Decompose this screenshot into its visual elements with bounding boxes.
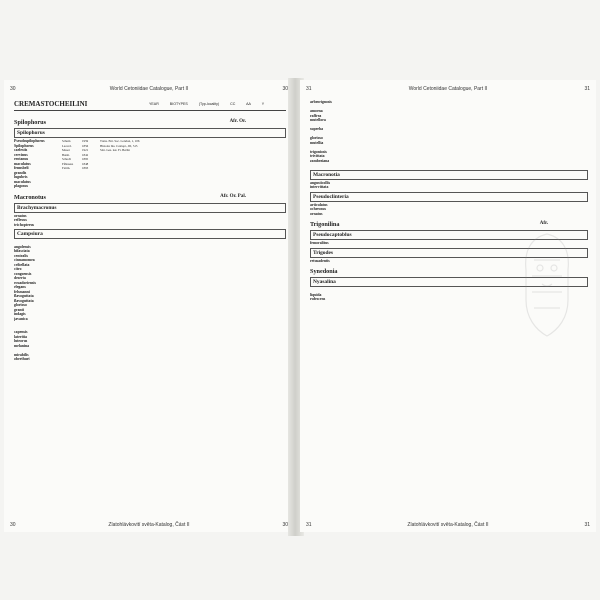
left-page: [4, 80, 294, 532]
row-cell-c6: [512, 212, 530, 217]
species-name: capensis: [14, 330, 28, 334]
row-cell-c3: [378, 297, 396, 302]
species-name: bifasciata: [14, 249, 30, 253]
row-cell-c5: [158, 223, 216, 228]
species-name: femoralitus: [310, 241, 329, 245]
row-cell-c3: [378, 259, 396, 264]
subgenus-box: [310, 192, 588, 202]
catalog-row: [310, 185, 588, 190]
subgenus-box: [310, 170, 588, 180]
left-page-number-top-right: 30: [282, 86, 288, 92]
row-cell-c4: [100, 223, 158, 228]
species-name: melanina: [14, 343, 29, 348]
left-running-header: [4, 86, 294, 92]
row-cell-c4: [396, 163, 454, 168]
row-cell-c2: [62, 223, 82, 228]
species-name: lugubris: [14, 175, 28, 179]
col-cc: CC: [230, 102, 236, 106]
right-footer-title: Zlatohlávkovití světa-Katalog, Část II: [407, 522, 489, 528]
genus-name: Synedonia: [310, 268, 338, 275]
row-cell-c5: [158, 357, 216, 362]
column-headers: [149, 102, 264, 106]
species-name: citro: [14, 267, 22, 271]
row-cell-c3: [378, 241, 396, 246]
row-cell-c5: [454, 163, 512, 168]
row-cell-c2: [358, 185, 378, 190]
subgenus-name: Macronotia: [313, 171, 340, 178]
species-name: granti: [14, 307, 24, 312]
species-name: lateritia: [14, 334, 27, 339]
species-name: Spilophorus: [14, 143, 34, 148]
species-name: centralis: [14, 253, 28, 258]
species-name: mirabilis: [14, 352, 29, 357]
species-name: trivittata: [310, 154, 325, 158]
row-cell-c3: [82, 184, 100, 189]
species-name: ecuadoriensis: [14, 280, 36, 285]
species-name: caelestis: [14, 148, 28, 152]
row-cell-c6: [216, 357, 234, 362]
row-cell-c3: 1959: [82, 139, 89, 143]
row-cell-c5: [454, 185, 512, 190]
row-cell-c3: 1842: [82, 152, 89, 157]
species-name: indagis: [14, 312, 26, 316]
species-name: oberthuri: [14, 357, 30, 361]
row-cell-c7: [530, 212, 550, 217]
row-cell-c4: [100, 357, 158, 362]
species-name: angusticollis: [310, 180, 331, 185]
row-cell-c7: [234, 184, 254, 189]
species-name: cribellata: [14, 262, 30, 267]
genus-heading: [14, 194, 286, 201]
right-page-number-top-right: 31: [584, 86, 590, 92]
row-cell-c2: Moser: [62, 148, 70, 152]
row-cell-c4: [396, 212, 454, 217]
row-cell-c2: Schein: [62, 139, 71, 143]
row-cell-c3: 1848: [82, 161, 89, 166]
row-cell-c3: 1921: [82, 148, 89, 152]
row-cell-c3: 1893: [82, 166, 89, 170]
species-name: glorioso: [310, 136, 323, 140]
tribe-title-row: [14, 100, 286, 111]
species-name: cervinus: [14, 152, 28, 157]
row-cell-c4: [396, 185, 454, 190]
row-cell-c2: [358, 259, 378, 264]
right-page: [300, 80, 596, 532]
row-cell-c4: [396, 297, 454, 302]
species-name: glorioso: [14, 303, 27, 307]
row-cell-c4: [396, 259, 454, 264]
species-name: maculatus: [14, 179, 31, 184]
row-cell-c5: [454, 241, 512, 246]
species-name: Pseudospilophorus: [14, 139, 45, 143]
row-cell-c2: Fåhraeus: [62, 161, 74, 166]
genus-name: Trigonilina: [310, 221, 340, 228]
row-cell-c2: Lacord.: [62, 143, 72, 148]
species-name: articulatus: [310, 202, 328, 207]
subgenus-name: Campsiura: [17, 231, 43, 237]
row-cell-c4: [100, 184, 158, 189]
col-year: YEAR: [149, 102, 159, 106]
row-cell-c3: [82, 223, 100, 228]
species-name: superba: [310, 127, 324, 131]
species-name: trichopterus: [14, 222, 35, 227]
row-cell-c3: [378, 212, 396, 217]
species-name: trigoniosis: [310, 149, 327, 154]
row-cell-c7: [530, 185, 550, 190]
species-name: luteorus: [14, 339, 28, 343]
species-name: congoensis: [14, 271, 32, 276]
left-running-footer: [4, 522, 294, 528]
species-name: ornatus: [14, 213, 27, 218]
species-name: rufescens: [310, 297, 326, 301]
row-cell-c5: [454, 259, 512, 264]
row-cell-c2: Fairm.: [62, 166, 71, 170]
genus-region: Afr. Or.: [229, 119, 246, 124]
species-name: liquida: [310, 292, 322, 297]
right-page-number-bottom-right: 31: [584, 522, 590, 528]
left-page-number-bottom-right: 30: [282, 522, 288, 528]
species-name: arbrorignosis: [310, 100, 332, 104]
row-cell-c4: Histoire Ins. Coléopt., III, 515: [100, 143, 138, 148]
species-name: flavoguttata: [14, 298, 34, 303]
right-header-title: World Cetoniidae Catalogue, Part II: [408, 86, 488, 92]
row-cell-c7: [234, 357, 254, 362]
row-cell-c2: [358, 297, 378, 302]
right-running-header: [300, 86, 596, 92]
row-cell-c5: [158, 184, 216, 189]
row-cell-c7: [530, 163, 550, 168]
row-cell-c3: 1895: [82, 157, 89, 161]
species-name: flavoguttata: [14, 294, 34, 298]
species-name: mutellia: [310, 140, 324, 145]
subgenus-name: Pseudoclinteria: [313, 193, 349, 200]
species-name: amoena: [310, 109, 323, 113]
catalog-row: [310, 212, 588, 217]
catalog-row: [14, 223, 286, 228]
subgenus-box: [14, 203, 286, 213]
row-cell-c4: Trans. Ent. Soc. London, 1, 106: [100, 139, 140, 143]
subgenus-box: [14, 229, 286, 239]
row-cell-c2: [358, 241, 378, 246]
left-page-number-top: 30: [10, 86, 16, 92]
catalog-row: [14, 357, 286, 362]
species-name: ornatus: [310, 211, 323, 216]
col-aa: AA: [246, 102, 251, 106]
col-y: Y: [261, 102, 265, 106]
left-page-content: [14, 114, 286, 518]
species-name: erotanus: [14, 157, 29, 161]
right-running-footer: [300, 522, 596, 528]
species-name: elegans: [14, 285, 26, 289]
species-name: javanica: [14, 316, 28, 321]
genus-heading: [310, 221, 588, 228]
species-name: mutellora: [310, 118, 326, 122]
species-name: grandis: [14, 170, 27, 175]
row-cell-c3: [378, 185, 396, 190]
row-cell-c4: [396, 241, 454, 246]
species-name: fennsbeli: [14, 166, 29, 170]
row-cell-c7: [234, 223, 254, 228]
row-cell-c2: [358, 163, 378, 168]
subgenus-name: Trigodes: [313, 249, 333, 256]
row-cell-c2: [62, 184, 82, 189]
left-footer-title: Zlatohlávkovití světa-Katalog, Část II: [108, 522, 190, 528]
subgenus-name: Spilophorus: [17, 130, 45, 136]
row-cell-c6: [512, 185, 530, 190]
subgenus-name: Pseudocaptoblus: [313, 232, 352, 238]
row-cell-c5: [454, 297, 512, 302]
col-biotypes: BIOTYPES (Typ-locality): [169, 102, 220, 106]
row-cell-c2: Burm.: [62, 152, 70, 157]
subgenus-name: Brachymacronus: [17, 204, 57, 211]
subgenus-box: [14, 128, 286, 138]
tribe-title: CREMASTOCHEILINI: [14, 100, 88, 108]
row-cell-c3: 1856: [82, 143, 89, 148]
right-page-number-top: 31: [306, 86, 312, 92]
watermark-stamp-icon: [516, 230, 578, 340]
genus-name: Macronotus: [14, 193, 46, 201]
species-name: ochreosus: [310, 207, 326, 211]
species-name: zambeziana: [310, 158, 330, 163]
genus-name: Spilophorus: [14, 119, 46, 126]
row-cell-c5: [454, 212, 512, 217]
left-page-number-bottom: 30: [10, 522, 16, 528]
genus-region: Afr. Or. Pal.: [220, 193, 246, 199]
species-name: maculatus: [14, 161, 31, 166]
species-name: intervittata: [310, 185, 329, 189]
row-cell-c2: Schoch: [62, 157, 72, 161]
catalog-row: [310, 163, 588, 168]
genus-heading: [14, 119, 286, 126]
subgenus-name: Nyasalina: [313, 279, 336, 285]
genus-region: Afr.: [539, 221, 548, 226]
row-cell-c4: Sitz. Ges. nat. Fr. Berlin: [100, 148, 130, 152]
row-cell-c2: [62, 357, 82, 362]
row-cell-c6: [512, 163, 530, 168]
catalog-row: [14, 184, 286, 189]
row-cell-c3: [378, 163, 396, 168]
species-name: angolensis: [14, 244, 31, 249]
row-cell-c6: [216, 223, 234, 228]
species-name: [310, 163, 358, 168]
species-name: cinnamomea: [14, 258, 35, 262]
row-cell-c6: [216, 184, 234, 189]
row-cell-c2: [358, 212, 378, 217]
species-name: felsmanni: [14, 289, 30, 294]
species-name: plagosus: [14, 184, 28, 188]
species-name: retusadentis: [310, 258, 330, 263]
right-page-number-bottom: 31: [306, 522, 312, 528]
species-name: raffrea: [310, 113, 322, 118]
species-name: deserta: [14, 276, 26, 280]
row-cell-c3: [82, 357, 100, 362]
left-header-title: World Cetoniidae Catalogue, Part II: [109, 86, 189, 92]
species-name: reflexus: [14, 218, 27, 222]
